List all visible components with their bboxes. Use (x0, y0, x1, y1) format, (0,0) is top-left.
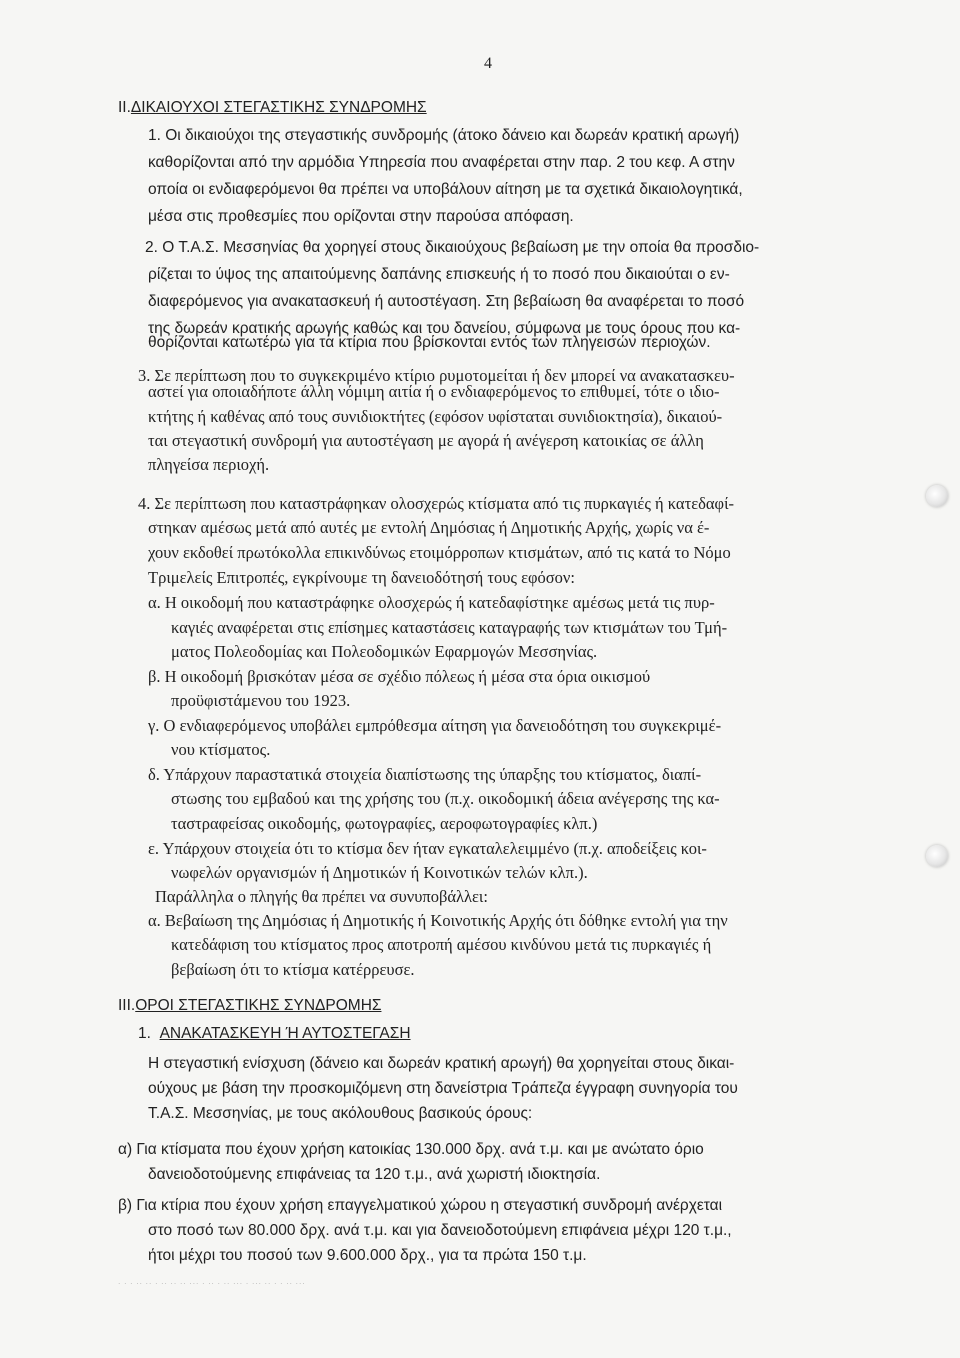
paragraph-2-line-1: 2. Ο Τ.Α.Σ. Μεσσηνίας θα χορηγεί στους δικαιούχους βεβαίωση με την οποία θα προσδιο- (145, 239, 760, 256)
paragraph-4-submit-a-line-2: κατεδάφιση του κτίσματος προς αποτροπή αμέσου κινδύνου μετά τις πυρκαγιές ή (171, 935, 712, 954)
paragraph-4-item-e-line-1: ε. Υπάρχουν στοιχεία ότι το κτίσμα δεν ήταν εγκαταλελειμμένο (π.χ. αποδείξεις κοι- (148, 839, 707, 858)
subsection-title: ΑΝΑΚΑΤΑΣΚΕΥΗ Ή ΑΥΤΟΣΤΕΓΑΣΗ (159, 1025, 411, 1042)
hole-punch-2 (926, 845, 948, 867)
terms-b-line-2: στο ποσό των 80.000 δρχ. ανά τ.μ. και για δανειοδοτούμενη επιφάνεια μέχρι 120 τ.μ., (148, 1222, 732, 1239)
section-title: ΟΡΟΙ ΣΤΕΓΑΣΤΙΚΗΣ ΣΥΝΔΡΟΜΗΣ (135, 997, 382, 1014)
paragraph-4-line-4: Τριμελείς Επιτροπές, εγκρίνουμε τη δανειοδότησή τους εφόσον: (148, 568, 575, 587)
paragraph-3-line-4: ται στεγαστική συνδρομή για αυτοστέγαση με αγορά ή ανέγερση κατοικίας σε άλλη (148, 431, 704, 450)
paragraph-2-line-5: θορίζονται κατωτέρω για τα κτίρια που βρίσκονται εντός των πληγεισών περιοχών. (148, 334, 711, 351)
paragraph-3-line-2: αστεί για οποιαδήποτε άλλη νόμιμη αιτία ή ο ενδιαφερόμενος το επιθυμεί, τότε ο ιδιο- (148, 382, 720, 401)
paragraph-4-line-2: στηκαν αμέσως μετά από αυτές με εντολή Δημόσιας ή Δημοτικής Αρχής, χωρίς να έ- (148, 518, 710, 537)
terms-a-line-2: δανειοδοτούμενης επιφάνειας τα 120 τ.μ., ανά χωριστή ιδιοκτησία. (148, 1166, 601, 1183)
paragraph-2-line-2: ρίζεται το ύψος της απαιτούμενης δαπάνης επισκευής ή το ποσό που δικαιούται ο εν- (148, 266, 730, 283)
paragraph-2-line-4: της δωρεάν κρατικής αρωγής καθώς και του δανείου, σύμφωνα με τους όρους που κα- (148, 320, 741, 337)
hole-punch-1 (926, 485, 948, 507)
terms-b-line-1: β) Για κτίρια που έχουν χρήση επαγγελματικού χώρου η στεγαστική συνδρομή ανέρχεται (118, 1197, 723, 1214)
paragraph-4-item-d-line-2: στωσης του εμβαδού και της χρήσης του (π.χ. οικοδομική άδεια ανέγερσης της κα- (171, 789, 720, 808)
paragraph-1-line-3: οποία οι ενδιαφερόμενοι θα πρέπει να υποβάλουν αίτηση με τα σχετικά δικαιολογητικά, (148, 181, 743, 198)
paragraph-3-line-5: πληγείσα περιοχή. (148, 455, 270, 474)
paragraph-4-also-submit: Παράλληλα ο πληγής θα πρέπει να συνυποβάλλει: (155, 887, 488, 906)
paragraph-4-item-d-line-3: ταστραφείσας οικοδομής, φωτογραφίες, αεροφωτογραφίες κλπ.) (171, 814, 598, 833)
terms-intro-line-3: Τ.Α.Σ. Μεσσηνίας, με τους ακόλουθους βασικούς όρους: (148, 1105, 533, 1122)
paragraph-1-line-1: 1. Οι δικαιούχοι της στεγαστικής συνδρομής (άτοκο δάνειο και δωρεάν κρατική αρωγή) (148, 127, 740, 144)
paragraph-4-item-c-line-1: γ. Ο ενδιαφερόμενος υποβάλει εμπρόθεσμα αίτηση για δανειοδότηση του συγκεκριμέ- (148, 716, 722, 735)
subsection-number: 1. (138, 1025, 151, 1042)
section-heading-2 (118, 98, 427, 118)
paragraph-4-item-a-line-1: α. Η οικοδομή που καταστράφηκε ολοσχερώς ή κατεδαφίστηκε αμέσως μετά τις πυρ- (148, 593, 715, 612)
paragraph-3-line-1: 3. Σε περίπτωση που το συγκεκριμένο κτίριο ρυμοτομείται ή δεν μπορεί να ανακατασκευ- (138, 366, 735, 385)
paragraph-3-line-3: κτήτης ή καθένας από τους συνιδιοκτήτες (εφόσον υφίσταται συνιδιοκτησία), δικαιού- (148, 407, 723, 426)
terms-b-line-3: ήτοι μέχρι του ποσού των 9.600.000 δρχ., για τα πρώτα 150 τ.μ. (148, 1247, 587, 1264)
paragraph-4-item-a-line-2: καγιές αναφέρεται στις επίσημες καταστάσεις καταγραφής των κτισμάτων του Τμή- (171, 618, 728, 637)
paragraph-4-item-e-line-2: νωφελών οργανισμών ή Δημοτικών ή Κοινοτικών τελών κλπ.). (171, 863, 588, 882)
footer-smudge: · · · ·· ·· · ·· ·· ·· ··· · ·· · ·· ··· · ··· ·· · · ·· ··· (118, 1280, 306, 1288)
terms-a-line-1: α) Για κτίσματα που έχουν χρήση κατοικίας 130.000 δρχ. ανά τ.μ. και με ανώτατο όριο (118, 1141, 704, 1158)
paragraph-4-item-b-line-2: προϋφιστάμενου του 1923. (171, 691, 351, 710)
section-heading-3 (118, 996, 381, 1016)
terms-intro-line-1: Η στεγαστική ενίσχυση (δάνειο και δωρεάν κρατική αρωγή) θα χορηγείται στους δικαι- (148, 1055, 735, 1072)
section-number: II. (118, 99, 131, 116)
paragraph-2-line-3: διαφερόμενος για ανακατασκευή ή αυτοστέγαση. Στη βεβαίωση θα αναφέρεται το ποσό (148, 293, 745, 310)
paragraph-4-line-1: 4. Σε περίπτωση που καταστράφηκαν ολοσχερώς κτίσματα από τις πυρκαγιές ή κατεδαφί- (138, 494, 734, 513)
section-title: ΔΙΚΑΙΟΥΧΟΙ ΣΤΕΓΑΣΤΙΚΗΣ ΣΥΝΔΡΟΜΗΣ (130, 99, 427, 116)
paragraph-1-line-4: μέσα στις προθεσμίες που ορίζονται στην παρούσα απόφαση. (148, 208, 574, 225)
paragraph-4-item-d-line-1: δ. Υπάρχουν παραστατικά στοιχεία διαπίστωσης της ύπαρξης του κτίσματος, διαπί- (148, 765, 702, 784)
subsection-heading-1 (138, 1024, 411, 1044)
paragraph-4-item-c-line-2: νου κτίσματος. (171, 740, 271, 759)
terms-intro-line-2: ούχους με βάση την προσκομιζόμενη στη δανείστρια Τράπεζα έγγραφη συνηγορία του (148, 1080, 738, 1097)
paragraph-4-submit-a-line-1: α. Βεβαίωση της Δημόσιας ή Δημοτικής ή Κοινοτικής Αρχής ότι δόθηκε εντολή για την (148, 911, 728, 930)
paragraph-4-item-b-line-1: β. Η οικοδομή βρισκόταν μέσα σε σχέδιο πόλεως ή μέσα στα όρια οικισμού (148, 667, 651, 686)
paragraph-1-line-2: καθορίζονται από την αρμόδια Υπηρεσία που αναφέρεται στην παρ. 2 του κεφ. Α στην (148, 154, 735, 171)
section-number: III. (118, 997, 136, 1014)
paragraph-4-item-a-line-3: ματος Πολεοδομίας και Πολεοδομικών Εφαρμογών Μεσσηνίας. (171, 642, 598, 661)
paragraph-4-submit-a-line-3: βεβαίωση ότι το κτίσμα κατέρρευσε. (171, 960, 415, 979)
paragraph-4-line-3: χουν εκδοθεί πρωτόκολλα επικινδύνως ετοιμόρροπων κτισμάτων, από τις κατά το Νόμο (148, 543, 731, 562)
page-number: 4 (484, 55, 492, 72)
